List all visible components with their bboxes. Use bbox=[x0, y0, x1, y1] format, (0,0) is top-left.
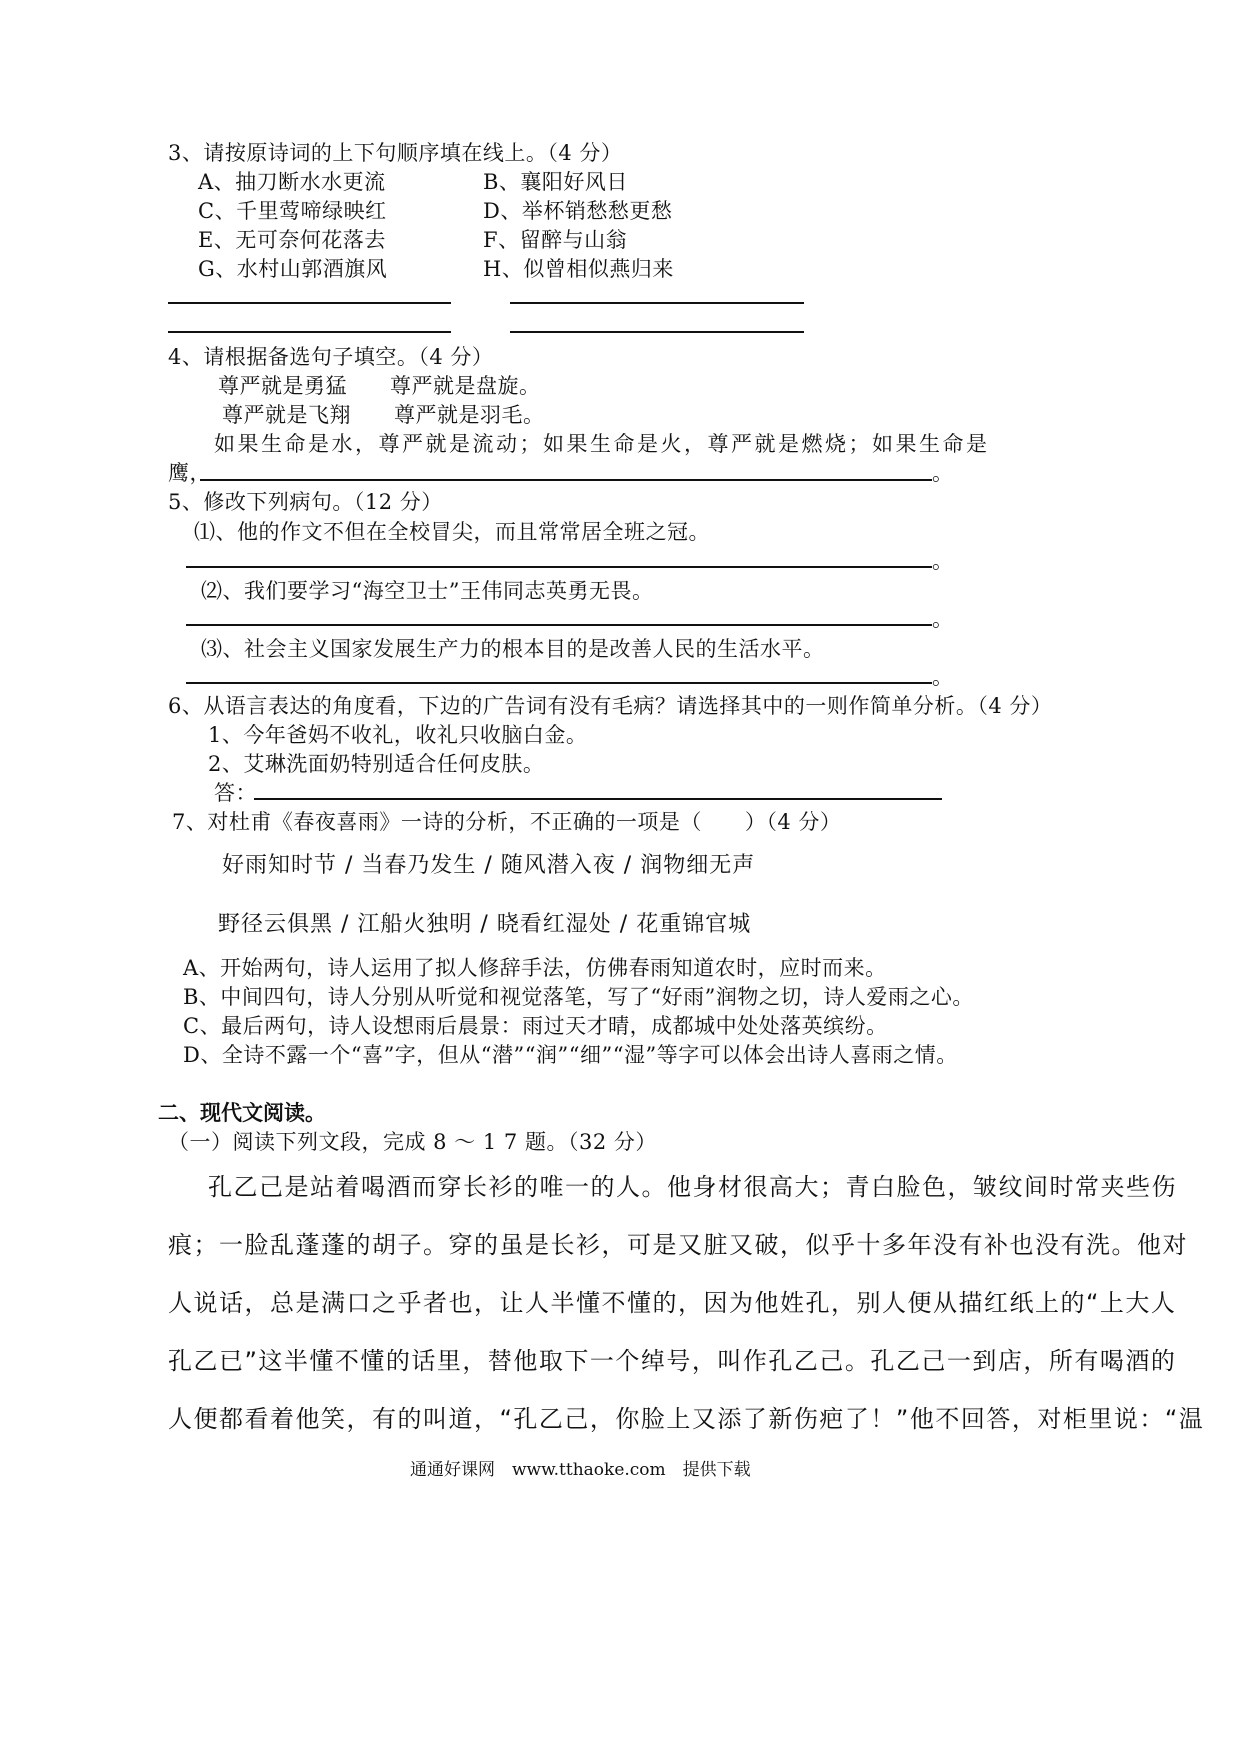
q4-choices-line-2: 尊严就是飞翔 尊严就是羽毛。 bbox=[222, 403, 545, 427]
q6-item-1: 1、今年爸妈不收礼，收礼只收脑白金。 bbox=[208, 723, 588, 747]
q3-option-e: E、无可奈何花落去 bbox=[198, 228, 386, 252]
q6-title: 6、从语言表达的角度看，下边的广告词有没有毛病？请选择其中的一则作简单分析。（4 分） bbox=[168, 694, 1053, 718]
q3-option-b: B、襄阳好风日 bbox=[483, 170, 628, 194]
q5-period-1: 。 bbox=[932, 549, 953, 573]
q4-choices-line-1: 尊严就是勇猛 尊严就是盘旋。 bbox=[218, 374, 541, 398]
paragraph-line-2: 痕；一脸乱蓬蓬的胡子。穿的虽是长衫，可是又脏又破，似乎十多年没有补也没有洗。他对 bbox=[168, 1231, 1188, 1259]
q7-poem-line-2: 野径云俱黑 / 江船火独明 / 晓看红湿处 / 花重锦官城 bbox=[218, 912, 752, 937]
q6-item-2: 2、艾琳洗面奶特别适合任何皮肤。 bbox=[208, 752, 545, 776]
q3-option-h: H、似曾相似燕归来 bbox=[483, 257, 674, 281]
q4-sentence: 如果生命是水，尊严就是流动；如果生命是火，尊严就是燃烧；如果生命是 bbox=[214, 432, 990, 456]
paragraph-line-3: 人说话，总是满口之乎者也，让人半懂不懂的，因为他姓孔，别人便从描红纸上的“上大人 bbox=[168, 1289, 1177, 1317]
q3-option-c: C、千里莺啼绿映红 bbox=[198, 199, 387, 223]
q3-answer-line-2[interactable] bbox=[510, 302, 804, 304]
section-subheading: （一）阅读下列文段，完成 8 ～ 1 7 题。（32 分） bbox=[168, 1130, 657, 1154]
q5-answer-line-2[interactable] bbox=[186, 624, 932, 626]
paragraph-line-5: 人便都看着他笑，有的叫道，“孔乙己，你脸上又添了新伤疤了！”他不回答，对柜里说：“温 bbox=[168, 1405, 1205, 1433]
q7-title: 7、对杜甫《春夜喜雨》一诗的分析，不正确的一项是（ ）（4 分） bbox=[172, 810, 842, 834]
q6-answer-line[interactable] bbox=[254, 798, 942, 800]
q7-option-c: C、最后两句，诗人设想雨后晨景：雨过天才晴，成都城中处处落英缤纷。 bbox=[183, 1014, 888, 1038]
q5-answer-line-3[interactable] bbox=[186, 682, 932, 684]
q3-answer-line-3[interactable] bbox=[168, 331, 451, 333]
q4-answer-line[interactable] bbox=[200, 479, 932, 481]
q7-option-a: A、开始两句，诗人运用了拟人修辞手法，仿佛春雨知道农时，应时而来。 bbox=[183, 956, 887, 980]
q3-answer-line-1[interactable] bbox=[168, 302, 451, 304]
q5-period-3: 。 bbox=[932, 665, 953, 689]
q5-item-1: ⑴、他的作文不但在全校冒尖，而且常常居全班之冠。 bbox=[194, 520, 710, 544]
q5-answer-line-1[interactable] bbox=[186, 566, 932, 568]
q4-title: 4、请根据备选句子填空。（4 分） bbox=[168, 345, 494, 369]
q3-option-g: G、水村山郭酒旗风 bbox=[198, 257, 388, 281]
q5-item-3: ⑶、社会主义国家发展生产力的根本目的是改善人民的生活水平。 bbox=[201, 637, 825, 661]
q7-option-d: D、全诗不露一个“喜”字，但从“潜”“润”“细”“湿”等字可以体会出诗人喜雨之情。 bbox=[183, 1043, 958, 1067]
q4-sentence-end: 鹰， bbox=[168, 461, 211, 485]
section-heading: 二、现代文阅读。 bbox=[158, 1101, 326, 1125]
q5-title: 5、修改下列病句。（12 分） bbox=[168, 490, 443, 514]
q5-item-2: ⑵、我们要学习“海空卫士”王伟同志英勇无畏。 bbox=[201, 579, 654, 603]
q3-option-a: A、抽刀断水水更流 bbox=[198, 170, 386, 194]
q3-answer-line-4[interactable] bbox=[510, 331, 804, 333]
q7-poem-line-1: 好雨知时节 / 当春乃发生 / 随风潜入夜 / 润物细无声 bbox=[222, 853, 756, 878]
paragraph-line-4: 孔乙已”这半懂不懂的话里，替他取下一个绰号，叫作孔乙己。孔乙己一到店，所有喝酒的 bbox=[168, 1347, 1177, 1375]
q3-title: 3、请按原诗词的上下句顺序填在线上。（4 分） bbox=[168, 141, 623, 165]
q7-option-b: B、中间四句，诗人分别从听觉和视觉落笔，写了“好雨”润物之切，诗人爱雨之心。 bbox=[183, 985, 974, 1009]
paragraph-line-1: 孔乙己是站着喝酒而穿长衫的唯一的人。他身材很高大；青白脸色，皱纹间时常夹些伤 bbox=[208, 1173, 1177, 1201]
page-footer: 通通好课网 www.tthaoke.com 提供下载 bbox=[410, 1460, 751, 1480]
q3-option-f: F、留醉与山翁 bbox=[483, 228, 628, 252]
q6-answer-label: 答： bbox=[214, 781, 257, 805]
q3-option-d: D、举杯销愁愁更愁 bbox=[483, 199, 673, 223]
q4-period: 。 bbox=[932, 461, 953, 485]
q5-period-2: 。 bbox=[932, 607, 953, 631]
